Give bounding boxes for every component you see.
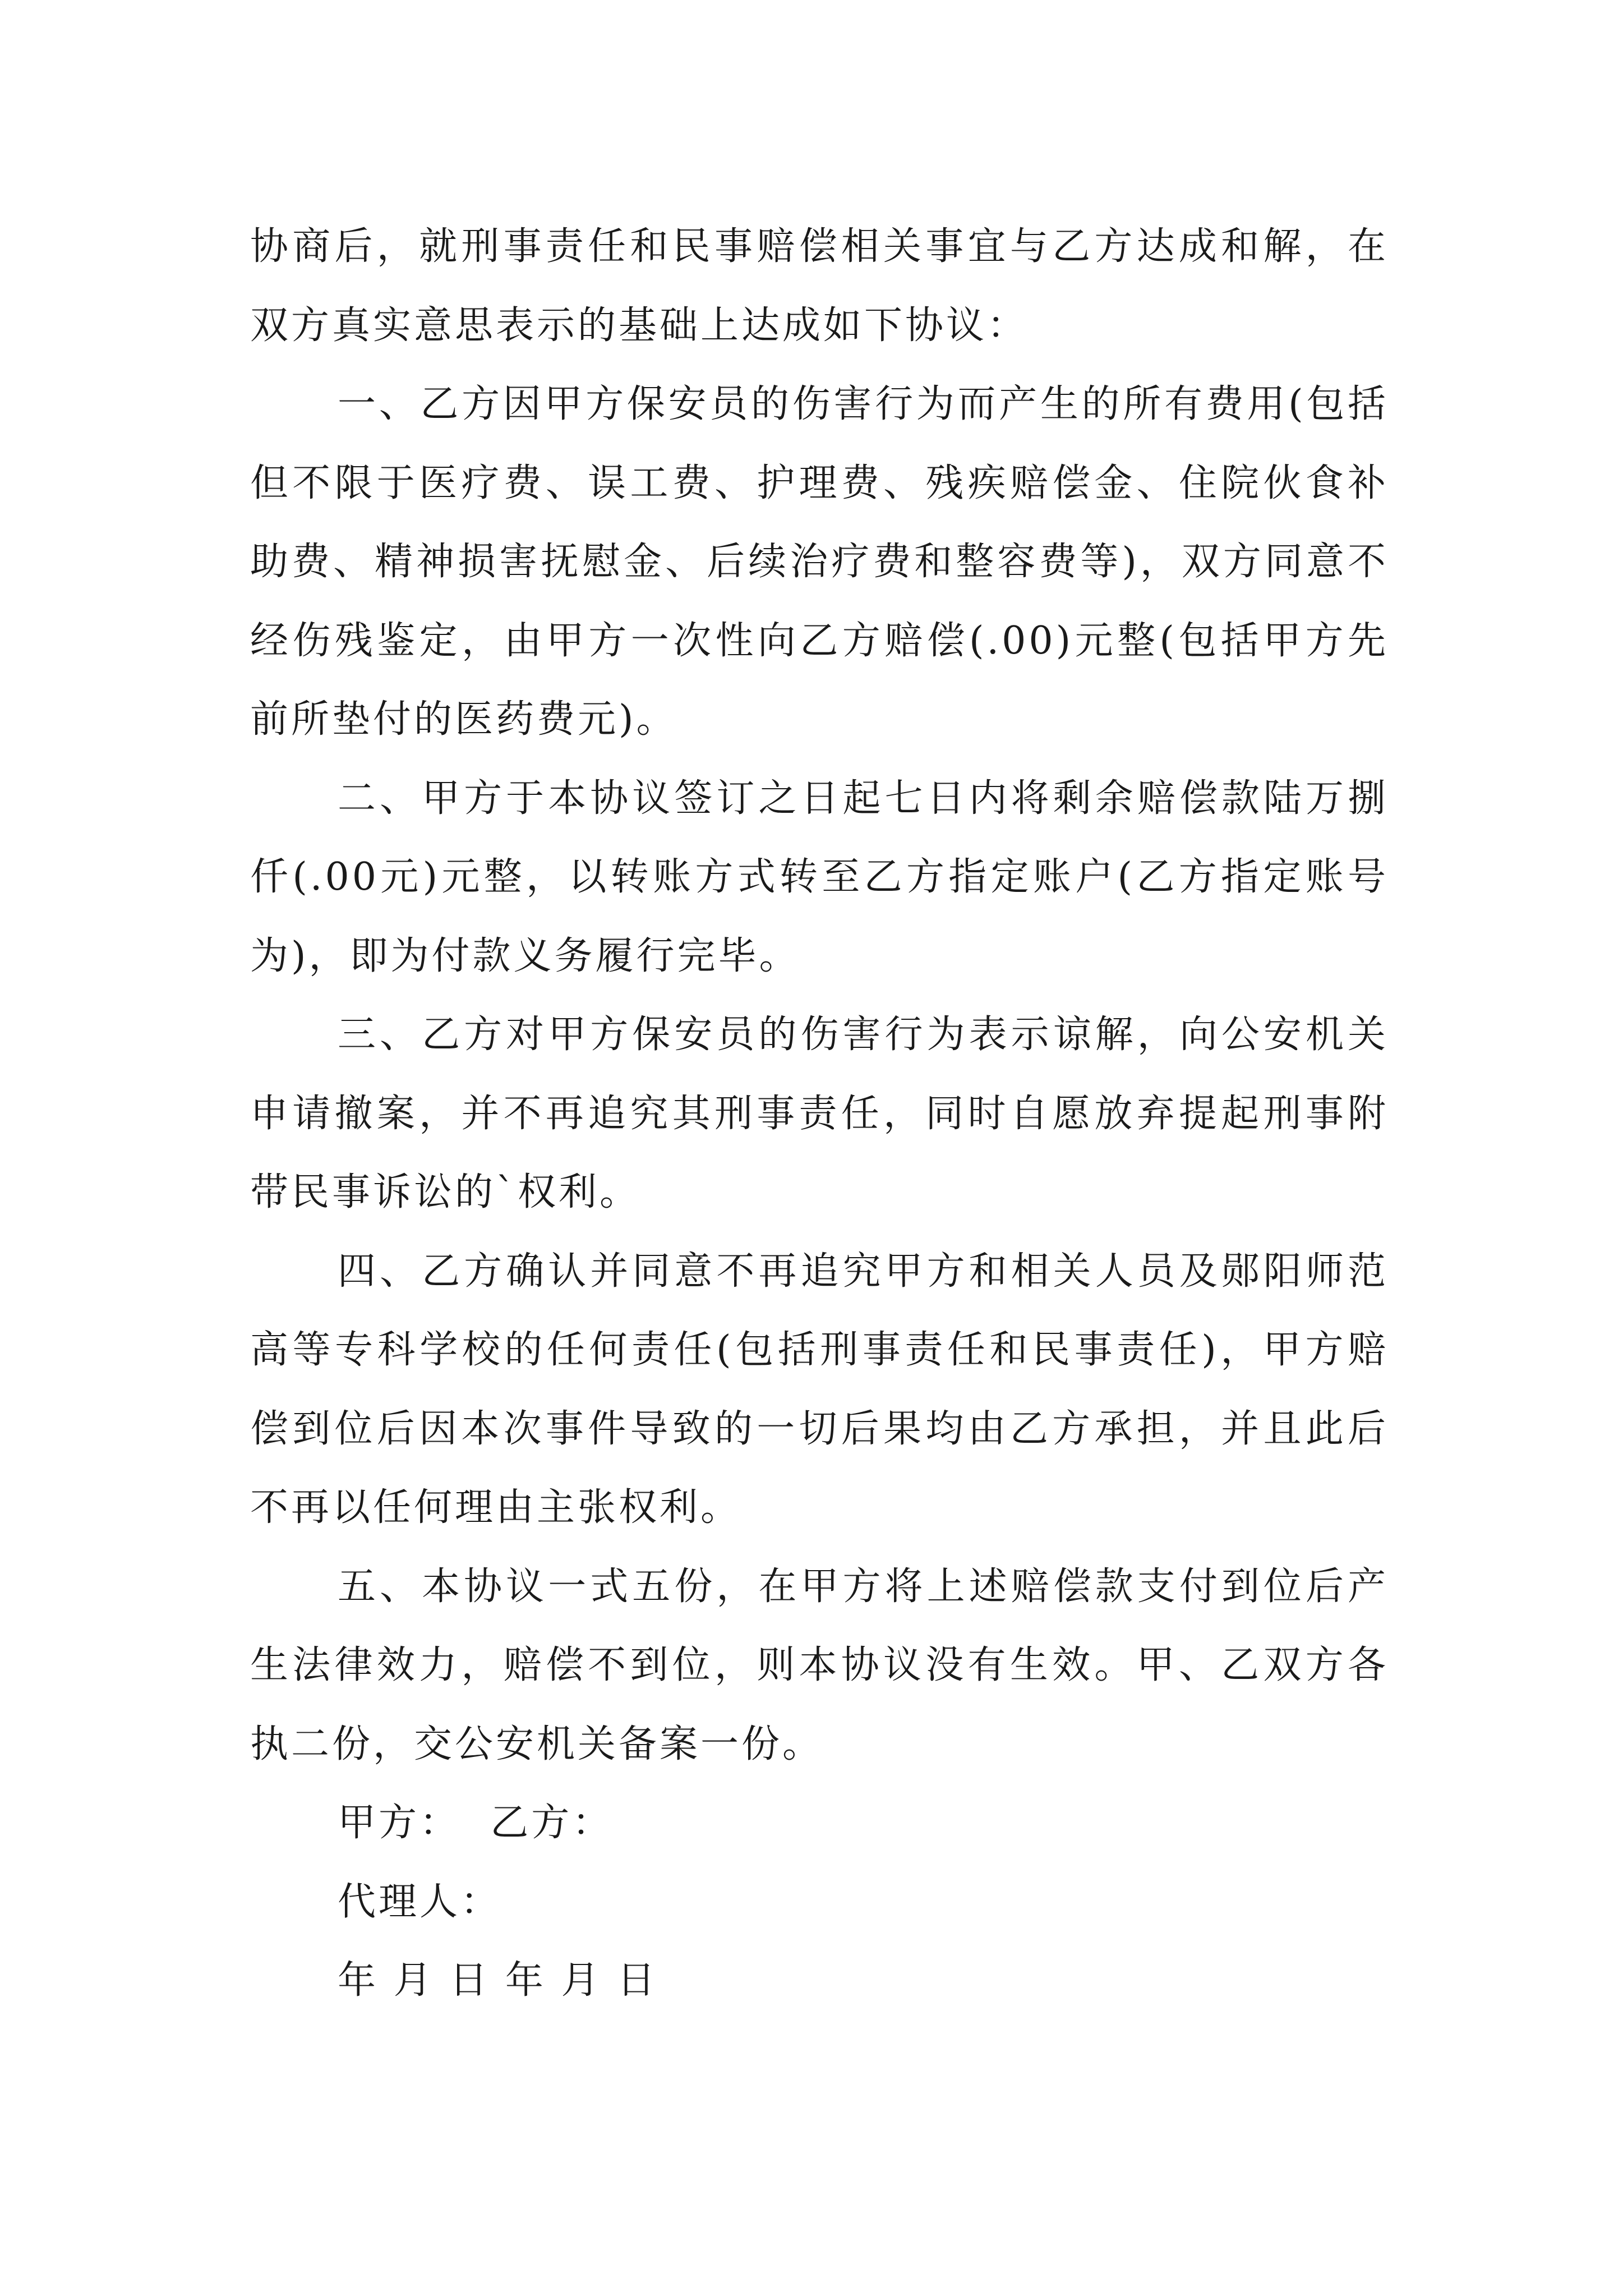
intro-paragraph: 协商后，就刑事责任和民事赔偿相关事宜与乙方达成和解，在双方真实意思表示的基础上达成如下协议： <box>250 224 1389 348</box>
clause-5: 五、本协议一式五份，在甲方将上述赔偿款支付到位后产生法律效力，赔偿不到位，则本协议没有生效。甲、乙双方各执二份，交公安机关备案一份。 <box>250 1564 1389 1766</box>
clause-1: 一、乙方因甲方保安员的伤害行为而产生的所有费用(包括但不限于医疗费、误工费、护理费、残疾赔偿金、住院伙食补助费、精神损害抚慰金、后续治疗费和整容费等)，双方同意不经伤残鉴定，由甲方一次性向乙方赔偿(.00)元整(包括甲方先前所垫付的医药费元)。 <box>250 382 1389 742</box>
signature-parties: 甲方： 乙方： <box>338 1801 614 1845</box>
clause-3: 三、乙方对甲方保安员的伤害行为表示谅解，向公安机关申请撤案，并不再追究其刑事责任，同时自愿放弃提起刑事附带民事诉讼的`权利。 <box>250 1013 1389 1214</box>
clause-2: 二、甲方于本协议签订之日起七日内将剩余赔偿款陆万捌仟(.00元)元整，以转账方式转至乙方指定账户(乙方指定账号为)，即为付款义务履行完毕。 <box>250 776 1389 978</box>
signature-agent: 代理人： <box>338 1879 502 1924</box>
agreement-body <box>250 208 1389 2021</box>
clause-4: 四、乙方确认并同意不再追究甲方和相关人员及郧阳师范高等专科学校的任何责任(包括刑事责任和民事责任)，甲方赔偿到位后因本次事件导致的一切后果均由乙方承担，并且此后不再以任何理由主张权利。 <box>250 1249 1389 1530</box>
signature-dates: 年 月 日 年 月 日 <box>338 1958 658 2003</box>
